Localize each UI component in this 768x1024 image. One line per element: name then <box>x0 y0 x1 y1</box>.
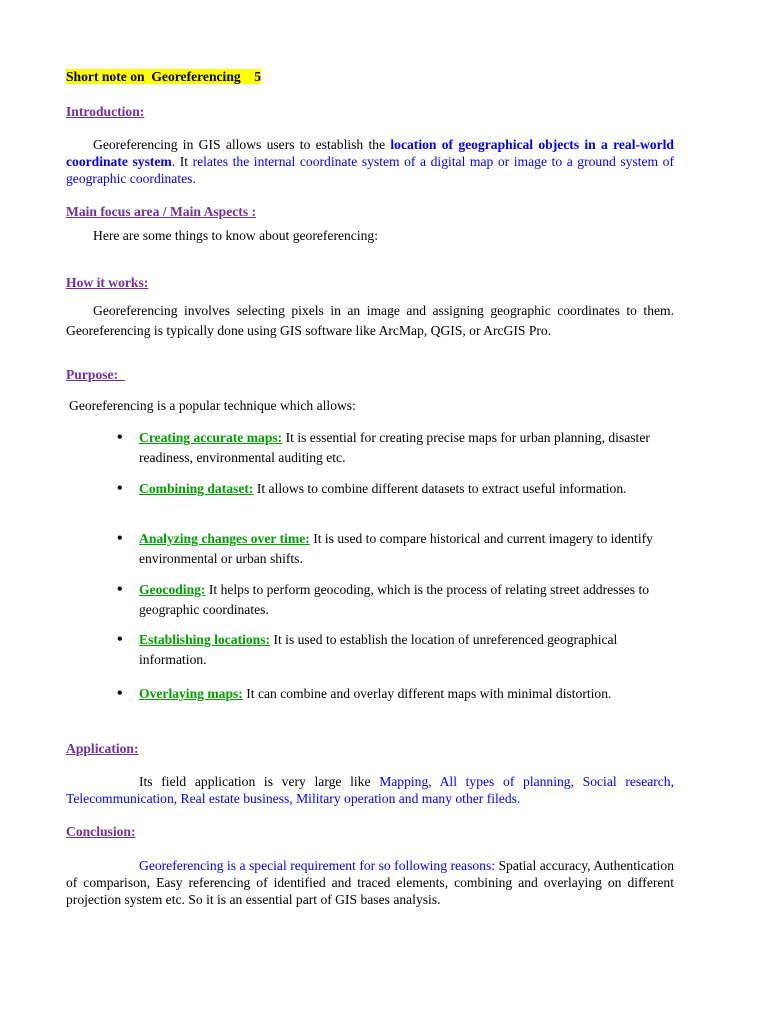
how-it-works-paragraph: Georeferencing involves selecting pixels in an image and assigning geographic coordinates to them. Georeferencing is typically done using GIS software like ArcMap, QGIS, or ArcGIS Pro. <box>66 303 674 338</box>
conclusion-text-a: Georeferencing is a special requirement for so following reasons: <box>139 858 496 873</box>
conclusion-heading: Conclusion: <box>66 824 136 839</box>
list-item-text: It is used to compare historical and current imagery to identify environmental or urban shifts. <box>139 531 653 566</box>
list-item-label: Analyzing changes over time: <box>139 531 310 546</box>
introduction-text-c: . It <box>171 154 193 169</box>
how-it-works-heading: How it works: <box>66 275 149 290</box>
list-item <box>139 580 674 619</box>
list-item <box>139 479 674 499</box>
main-focus-heading: Main focus area / Main Aspects : <box>66 204 257 219</box>
main-focus-paragraph: Here are some things to know about georeferencing: <box>93 228 378 243</box>
list-item-text: It allows to combine different datasets to extract useful information. <box>253 481 627 496</box>
list-item-text: It is used to establish the location of unreferenced geographical information. <box>139 632 618 667</box>
list-item <box>139 630 674 669</box>
introduction-text-a: Georeferencing in GIS allows users to establish the <box>93 137 391 152</box>
introduction-paragraph <box>66 136 674 187</box>
list-item-label: Overlaying maps: <box>139 686 243 701</box>
list-item-label: Geocoding: <box>139 582 206 597</box>
introduction-heading: Introduction: <box>66 104 145 119</box>
list-item <box>139 529 674 568</box>
list-item-text: It can combine and overlay different maps with minimal distortion. <box>242 686 612 701</box>
conclusion-text-b: Spatial accuracy, Authentication of comparison, Easy referencing of identified and traced elements, combining and overlaying on different projection system etc. So it is an essential part of GIS bases analysis. <box>66 858 674 907</box>
purpose-intro: Georeferencing is a popular technique which allows: <box>69 398 356 413</box>
list-item-label: Creating accurate maps: <box>139 430 283 445</box>
list-item-label: Establishing locations: <box>139 632 271 647</box>
document-title <box>66 68 674 85</box>
purpose-heading: Purpose: <box>66 367 125 382</box>
introduction-text-b: location of geographical objects in a real-world coordinate system <box>66 137 674 169</box>
list-item-text: It is essential for creating precise maps for urban planning, disaster readiness, environmental auditing etc. <box>139 430 650 465</box>
list-item-label: Combining dataset: <box>139 481 254 496</box>
application-text-b: Mapping, All types of planning, Social research, Telecommunication, Real estate business, Military operation and many other fileds. <box>66 774 675 806</box>
application-text-a: Its field application is very large like <box>139 774 380 789</box>
list-item <box>139 428 674 467</box>
list-item <box>139 684 674 704</box>
application-paragraph <box>66 773 674 807</box>
application-heading: Application: <box>66 741 139 756</box>
list-item-text: It helps to perform geocoding, which is the process of relating street addresses to geographic coordinates. <box>139 582 650 617</box>
title-highlight: Short note on Georeferencing 5 <box>66 69 262 84</box>
conclusion-paragraph <box>66 857 674 908</box>
introduction-text-d: relates the internal coordinate system of a digital map or image to a ground system of geographic coordinates. <box>66 154 675 186</box>
